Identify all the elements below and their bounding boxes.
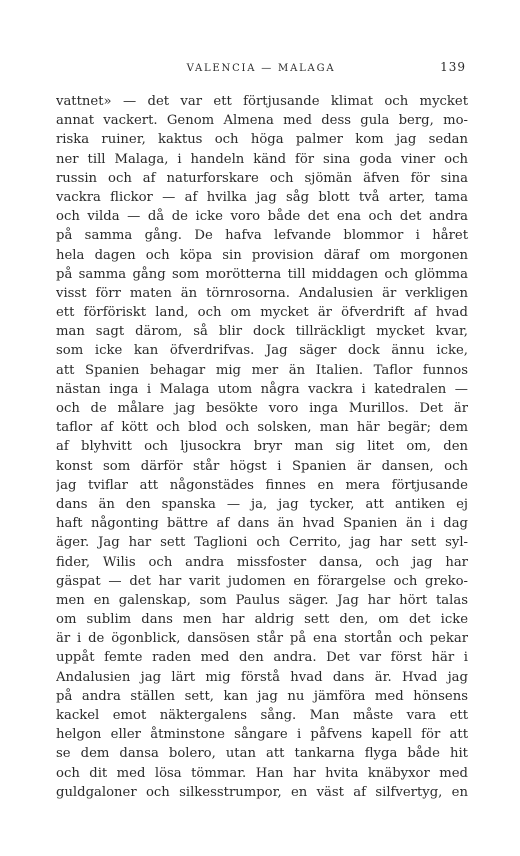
text-line: gäspat — det har varit judomen en förargelse och greko- <box>56 573 468 589</box>
text-line: att Spanien behagar mig mer än Italien. Taflor funnos <box>56 362 468 378</box>
text-line: af blyhvitt och ljusockra bryr man sig litet om, den <box>56 439 468 455</box>
text-line: om sublim dans men har aldrig sett den, om det icke <box>56 612 468 628</box>
text-line: Andalusien jag lärt mig förstå hvad dans är. Hvad jag <box>56 669 468 685</box>
text-line: guldgaloner och silkesstrumpor, en väst af silfvertyg, en <box>56 784 468 800</box>
text-line: på samma gång. De hafva lefvande blommor i håret <box>56 228 468 244</box>
text-line: är i de ögonblick, dansösen står på ena stortån och pekar <box>56 631 468 647</box>
text-line: ner till Malaga, i handeln känd för sina goda viner och <box>56 151 468 167</box>
text-line: ett förföriskt land, och om mycket är öfverdrift af hvad <box>56 305 468 321</box>
text-line: fider, Wilis och andra missfoster dansa, och jag har <box>56 554 468 570</box>
text-line: kackel emot näktergalens sång. Man måste vara ett <box>56 708 468 723</box>
text-line: se dem dansa bolero, utan att tankarna flyga både hit <box>56 746 468 762</box>
text-line: nästan inga i Malaga utom några vackra i katedralen — <box>56 381 468 397</box>
text-line: äger. Jag har sett Taglioni och Cerrito, jag har sett syl- <box>56 535 468 551</box>
text-line: men en galenskap, som Paulus säger. Jag har hört talas <box>56 592 468 608</box>
text-line: dans än den spanska — ja, jag tycker, att antiken ej <box>56 496 468 512</box>
text-line: annat vackert. Genom Almena med dess gula berg, mo- <box>56 113 468 129</box>
text-line: konst som därför står högst i Spanien är dansen, och <box>56 458 468 474</box>
text-line: helgon eller åtminstone sångare i påfvens kapell för att <box>56 727 468 743</box>
running-title: VALENCIA — MALAGA <box>186 63 336 74</box>
text-line: och de målare jag besökte voro inga Murillos. Det är <box>56 401 468 416</box>
text-line: vackra flickor — af hvilka jag såg blott två arter, tama <box>56 189 468 205</box>
text-line: jag tviflar att någonstädes finnes en mera förtjusande <box>56 477 468 493</box>
text-line: vattnet» — det var ett förtjusande klimat och mycket <box>56 94 468 109</box>
text-line: på samma gång som morötterna till middagen och glömma <box>56 266 468 282</box>
text-line: russin och af naturforskare och sjömän äfven för sina <box>56 170 468 186</box>
text-line: hela dagen och köpa sin provision däraf om morgonen <box>56 247 468 263</box>
text-line: som icke kan öfverdrifvas. Jag säger dock ännu icke, <box>56 343 468 359</box>
text-line: uppåt femte raden med den andra. Det var först här i <box>56 650 468 666</box>
text-line: på andra ställen sett, kan jag nu jämföra med hönsens <box>56 688 468 704</box>
body-text <box>56 92 468 802</box>
text-line: visst förr maten än törnrosorna. Andalusien är verkligen <box>56 285 468 301</box>
text-line: riska ruiner, kaktus och höga palmer kom jag sedan <box>56 132 468 148</box>
running-head <box>56 56 466 78</box>
text-line: man sagt därom, så blir dock tillräckligt mycket kvar, <box>56 324 468 340</box>
page-number: 139 <box>440 60 466 74</box>
text-line: taflor af kött och blod och solsken, man här begär; dem <box>56 420 468 436</box>
text-line: och dit med lösa tömmar. Han har hvita knäbyxor med <box>56 765 468 781</box>
text-line: haft någonting bättre af dans än hvad Spanien än i dag <box>56 516 468 532</box>
text-line: och vilda — då de icke voro både det ena och det andra <box>56 209 468 225</box>
